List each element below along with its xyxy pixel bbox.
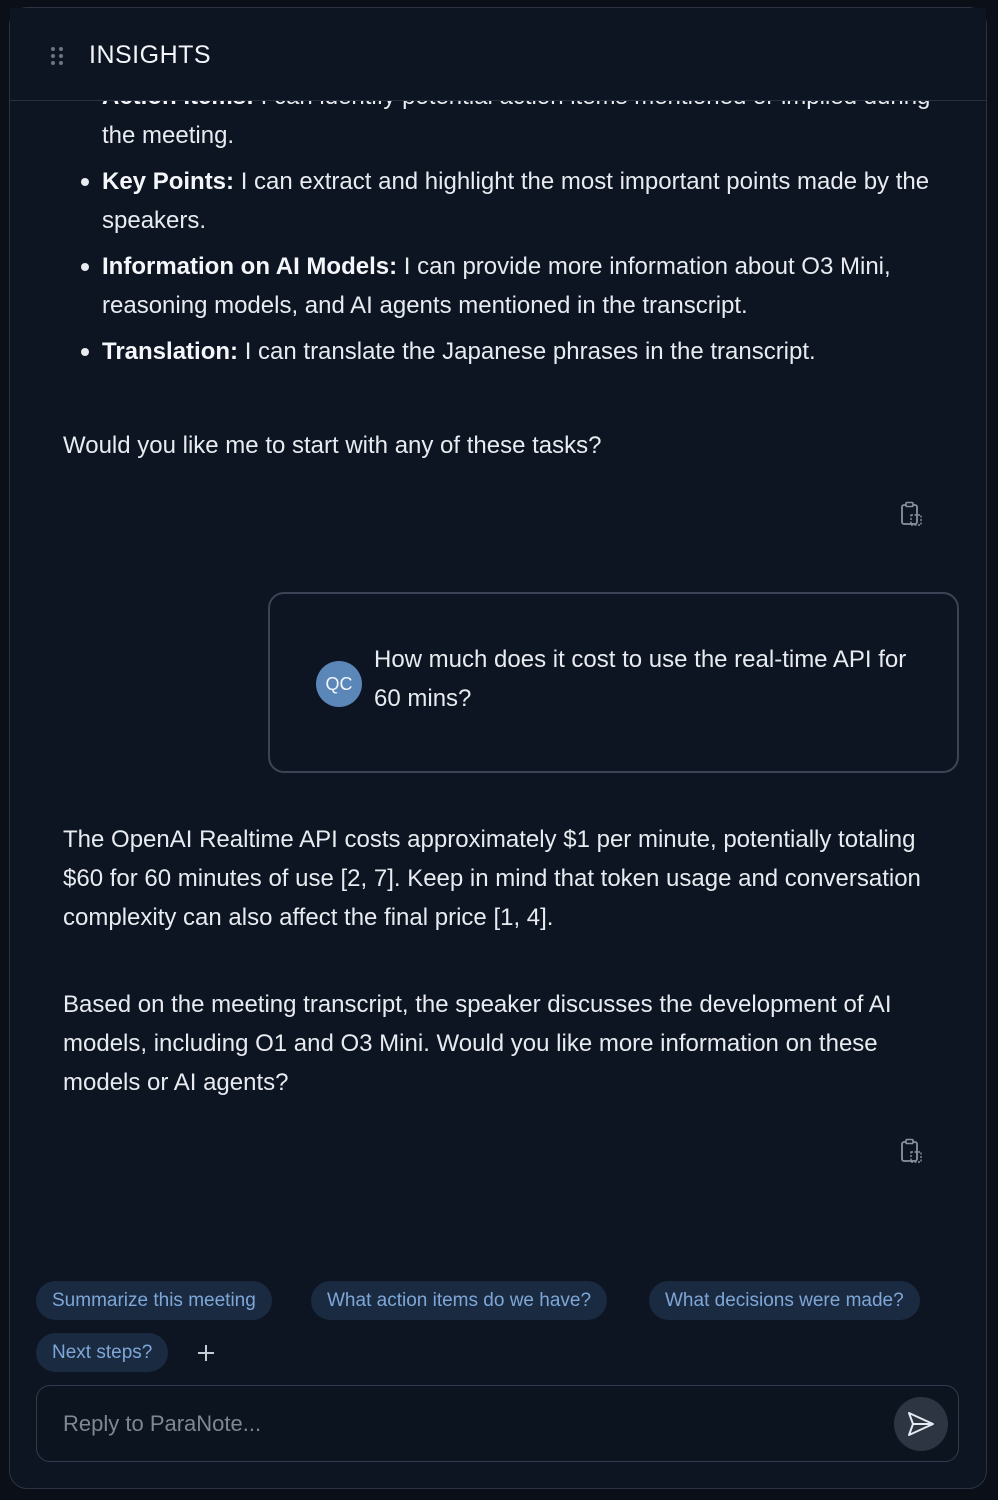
panel-header <box>10 8 986 101</box>
user-message-bubble <box>268 592 959 773</box>
send-icon <box>907 1411 935 1437</box>
suggestion-chip-next-steps[interactable]: Next steps? <box>36 1333 168 1372</box>
avatar: QC <box>316 661 362 707</box>
conversation-scroll[interactable] <box>10 101 986 1271</box>
assistant-closing-text: Would you like me to start with any of these tasks? <box>63 432 602 459</box>
clipboard-copy-icon[interactable] <box>898 501 924 529</box>
panel-title: INSIGHTS <box>89 41 212 69</box>
assistant-followup-paragraph: Based on the meeting transcript, the speaker discusses the development of AI models, including O1 and O3 Mini. Would you like more information on these models or AI agents? <box>63 991 892 1096</box>
assistant-answer-paragraph: The OpenAI Realtime API costs approximately $1 per minute, potentially totaling $60 for 60 minutes of use [2, 7]. Keep in mind that token usage and conversation complexity can also affect the final price [1, 4]. <box>63 826 921 931</box>
suggestion-chip-summarize[interactable]: Summarize this meeting <box>36 1281 272 1320</box>
capability-list <box>10 77 986 378</box>
list-item-bold: Translation: <box>102 338 239 365</box>
list-item <box>102 332 932 371</box>
list-item <box>102 162 932 240</box>
insights-panel <box>9 7 987 1489</box>
reply-input[interactable] <box>63 1404 863 1444</box>
plus-icon[interactable] <box>194 1341 218 1365</box>
clipboard-copy-icon[interactable] <box>898 1138 924 1166</box>
list-item <box>102 247 932 325</box>
user-message-text: How much does it cost to use the real-time API for 60 mins? <box>374 646 907 712</box>
drag-handle-icon[interactable] <box>50 46 64 66</box>
suggestion-chip-decisions[interactable]: What decisions were made? <box>649 1281 920 1320</box>
suggestion-chip-action-items[interactable]: What action items do we have? <box>311 1281 607 1320</box>
list-item-text: I can provide more information about O3 Mini, reasoning models, and AI agents mentioned in the transcript. <box>102 253 891 319</box>
list-item-bold: Key Points: <box>102 168 235 195</box>
list-item-text: I can extract and highlight the most important points made by the speakers. <box>102 168 930 234</box>
send-button[interactable] <box>894 1397 948 1451</box>
reply-composer <box>36 1385 959 1462</box>
list-item-text: I can translate the Japanese phrases in the transcript. <box>238 338 816 365</box>
list-item-text: the meeting. <box>102 122 235 149</box>
list-item-bold: Information on AI Models: <box>102 253 398 280</box>
